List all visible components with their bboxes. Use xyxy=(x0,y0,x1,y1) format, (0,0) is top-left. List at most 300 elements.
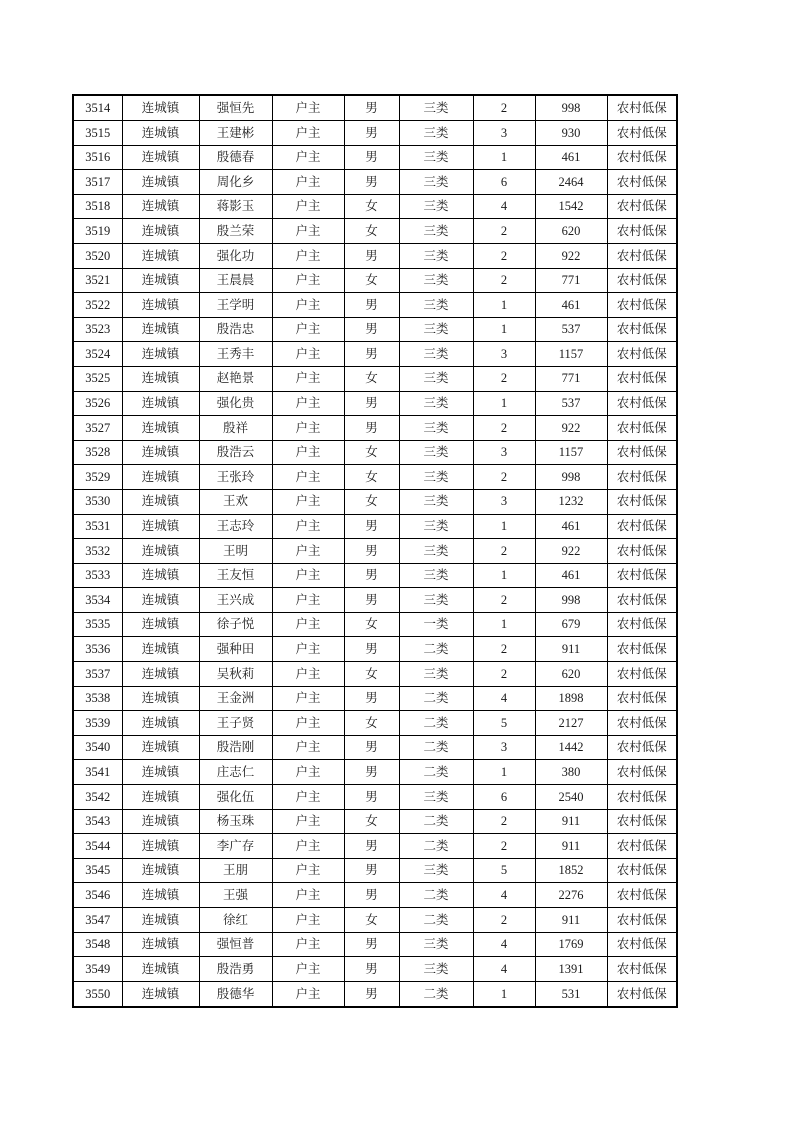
table-cell: 户主 xyxy=(272,662,344,687)
table-cell: 男 xyxy=(344,785,399,810)
table-cell: 王兴成 xyxy=(199,588,272,613)
table-cell: 连城镇 xyxy=(122,465,199,490)
table-cell: 王强 xyxy=(199,883,272,908)
table-cell: 男 xyxy=(344,957,399,982)
table-cell: 3548 xyxy=(73,932,122,957)
table-cell: 三类 xyxy=(399,366,473,391)
table-cell: 连城镇 xyxy=(122,588,199,613)
table-cell: 户主 xyxy=(272,243,344,268)
table-cell: 连城镇 xyxy=(122,883,199,908)
table-cell: 男 xyxy=(344,637,399,662)
table-cell: 911 xyxy=(535,834,607,859)
table-cell: 2 xyxy=(473,809,535,834)
table-cell: 户主 xyxy=(272,686,344,711)
table-cell: 连城镇 xyxy=(122,981,199,1007)
table-cell: 农村低保 xyxy=(607,243,677,268)
table-cell: 户主 xyxy=(272,170,344,195)
table-cell: 王张玲 xyxy=(199,465,272,490)
table-row xyxy=(73,194,677,219)
table-cell: 三类 xyxy=(399,489,473,514)
table-cell: 连城镇 xyxy=(122,612,199,637)
table-cell: 殷兰荣 xyxy=(199,219,272,244)
table-cell: 女 xyxy=(344,194,399,219)
table-cell: 户主 xyxy=(272,268,344,293)
table-cell: 三类 xyxy=(399,194,473,219)
table-cell: 王朋 xyxy=(199,858,272,883)
table-cell: 998 xyxy=(535,588,607,613)
table-cell: 男 xyxy=(344,342,399,367)
table-cell: 连城镇 xyxy=(122,514,199,539)
table-cell: 户主 xyxy=(272,809,344,834)
table-row xyxy=(73,416,677,441)
table-row xyxy=(73,563,677,588)
table-cell: 911 xyxy=(535,809,607,834)
table-cell: 1391 xyxy=(535,957,607,982)
table-cell: 农村低保 xyxy=(607,416,677,441)
table-cell: 王欢 xyxy=(199,489,272,514)
table-cell: 农村低保 xyxy=(607,563,677,588)
table-cell: 户主 xyxy=(272,440,344,465)
table-cell: 女 xyxy=(344,711,399,736)
table-cell: 农村低保 xyxy=(607,662,677,687)
table-cell: 537 xyxy=(535,391,607,416)
table-cell: 男 xyxy=(344,760,399,785)
table-cell: 连城镇 xyxy=(122,194,199,219)
table-cell: 连城镇 xyxy=(122,416,199,441)
table-cell: 连城镇 xyxy=(122,317,199,342)
table-cell: 户主 xyxy=(272,711,344,736)
table-cell: 三类 xyxy=(399,317,473,342)
table-row xyxy=(73,170,677,195)
table-cell: 2 xyxy=(473,268,535,293)
table-cell: 2 xyxy=(473,588,535,613)
table-cell: 1 xyxy=(473,563,535,588)
table-cell: 农村低保 xyxy=(607,219,677,244)
table-cell: 男 xyxy=(344,686,399,711)
table-cell: 2276 xyxy=(535,883,607,908)
table-cell: 连城镇 xyxy=(122,834,199,859)
table-cell: 连城镇 xyxy=(122,760,199,785)
table-row xyxy=(73,366,677,391)
table-cell: 3549 xyxy=(73,957,122,982)
table-cell: 户主 xyxy=(272,219,344,244)
table-cell: 强恒先 xyxy=(199,95,272,121)
table-row xyxy=(73,760,677,785)
table-cell: 922 xyxy=(535,416,607,441)
table-cell: 1 xyxy=(473,981,535,1007)
table-cell: 3 xyxy=(473,489,535,514)
table-cell: 3541 xyxy=(73,760,122,785)
table-cell: 二类 xyxy=(399,735,473,760)
table-cell: 2464 xyxy=(535,170,607,195)
table-row xyxy=(73,440,677,465)
table-cell: 农村低保 xyxy=(607,858,677,883)
table-cell: 531 xyxy=(535,981,607,1007)
table-cell: 连城镇 xyxy=(122,293,199,318)
table-cell: 3545 xyxy=(73,858,122,883)
table-cell: 930 xyxy=(535,121,607,146)
table-cell: 2 xyxy=(473,834,535,859)
table-cell: 二类 xyxy=(399,637,473,662)
table-cell: 强恒普 xyxy=(199,932,272,957)
table-cell: 王子贤 xyxy=(199,711,272,736)
table-cell: 农村低保 xyxy=(607,932,677,957)
table-cell: 三类 xyxy=(399,391,473,416)
table-cell: 王金洲 xyxy=(199,686,272,711)
table-row xyxy=(73,489,677,514)
table-cell: 连城镇 xyxy=(122,686,199,711)
table-cell: 女 xyxy=(344,489,399,514)
table-cell: 农村低保 xyxy=(607,268,677,293)
table-cell: 2 xyxy=(473,366,535,391)
table-cell: 三类 xyxy=(399,785,473,810)
table-cell: 3546 xyxy=(73,883,122,908)
table-cell: 农村低保 xyxy=(607,957,677,982)
table-row xyxy=(73,908,677,933)
table-row xyxy=(73,539,677,564)
table-cell: 6 xyxy=(473,785,535,810)
table-cell: 农村低保 xyxy=(607,366,677,391)
table-cell: 农村低保 xyxy=(607,834,677,859)
table-cell: 1 xyxy=(473,317,535,342)
table-row xyxy=(73,662,677,687)
table-cell: 连城镇 xyxy=(122,957,199,982)
table-cell: 女 xyxy=(344,268,399,293)
table-cell: 户主 xyxy=(272,760,344,785)
table-cell: 3547 xyxy=(73,908,122,933)
table-cell: 3536 xyxy=(73,637,122,662)
table-cell: 连城镇 xyxy=(122,342,199,367)
table-cell: 连城镇 xyxy=(122,711,199,736)
table-row xyxy=(73,342,677,367)
table-cell: 3517 xyxy=(73,170,122,195)
table-cell: 连城镇 xyxy=(122,243,199,268)
table-row xyxy=(73,219,677,244)
table-cell: 一类 xyxy=(399,612,473,637)
table-row xyxy=(73,293,677,318)
table-cell: 男 xyxy=(344,391,399,416)
table-cell: 户主 xyxy=(272,95,344,121)
table-row xyxy=(73,243,677,268)
table-cell: 农村低保 xyxy=(607,489,677,514)
table-cell: 三类 xyxy=(399,563,473,588)
table-cell: 3529 xyxy=(73,465,122,490)
table-cell: 农村低保 xyxy=(607,588,677,613)
table-row xyxy=(73,465,677,490)
table-cell: 男 xyxy=(344,858,399,883)
table-cell: 3539 xyxy=(73,711,122,736)
table-cell: 连城镇 xyxy=(122,662,199,687)
table-cell: 3537 xyxy=(73,662,122,687)
table-cell: 女 xyxy=(344,440,399,465)
table-cell: 911 xyxy=(535,908,607,933)
table-cell: 3 xyxy=(473,440,535,465)
table-cell: 3528 xyxy=(73,440,122,465)
table-cell: 三类 xyxy=(399,243,473,268)
table-cell: 3550 xyxy=(73,981,122,1007)
table-cell: 1542 xyxy=(535,194,607,219)
table-cell: 998 xyxy=(535,95,607,121)
table-row xyxy=(73,95,677,121)
table-cell: 1157 xyxy=(535,342,607,367)
table-cell: 三类 xyxy=(399,588,473,613)
table-cell: 2 xyxy=(473,219,535,244)
table-cell: 农村低保 xyxy=(607,785,677,810)
table-row xyxy=(73,391,677,416)
table-cell: 殷德春 xyxy=(199,145,272,170)
table-cell: 户主 xyxy=(272,489,344,514)
table-cell: 679 xyxy=(535,612,607,637)
table-cell: 1 xyxy=(473,612,535,637)
table-cell: 户主 xyxy=(272,637,344,662)
table-cell: 连城镇 xyxy=(122,440,199,465)
table-cell: 1 xyxy=(473,293,535,318)
table-row xyxy=(73,785,677,810)
table-cell: 3526 xyxy=(73,391,122,416)
table-cell: 3515 xyxy=(73,121,122,146)
table-cell: 三类 xyxy=(399,342,473,367)
table-cell: 771 xyxy=(535,268,607,293)
table-cell: 男 xyxy=(344,932,399,957)
table-cell: 殷德华 xyxy=(199,981,272,1007)
table-cell: 户主 xyxy=(272,145,344,170)
table-cell: 男 xyxy=(344,317,399,342)
table-cell: 4 xyxy=(473,957,535,982)
table-cell: 农村低保 xyxy=(607,514,677,539)
table-cell: 户主 xyxy=(272,908,344,933)
table-cell: 户主 xyxy=(272,612,344,637)
table-cell: 4 xyxy=(473,194,535,219)
table-row xyxy=(73,711,677,736)
table-cell: 农村低保 xyxy=(607,760,677,785)
table-cell: 农村低保 xyxy=(607,883,677,908)
table-cell: 三类 xyxy=(399,145,473,170)
table-cell: 5 xyxy=(473,858,535,883)
table-cell: 殷浩忠 xyxy=(199,317,272,342)
table-cell: 农村低保 xyxy=(607,981,677,1007)
table-cell: 3520 xyxy=(73,243,122,268)
table-cell: 农村低保 xyxy=(607,170,677,195)
table-cell: 3524 xyxy=(73,342,122,367)
table-cell: 王志玲 xyxy=(199,514,272,539)
table-cell: 吴秋莉 xyxy=(199,662,272,687)
table-cell: 农村低保 xyxy=(607,908,677,933)
table-cell: 3527 xyxy=(73,416,122,441)
table-row xyxy=(73,809,677,834)
table-cell: 农村低保 xyxy=(607,342,677,367)
table-cell: 殷浩刚 xyxy=(199,735,272,760)
table-cell: 王明 xyxy=(199,539,272,564)
table-row xyxy=(73,858,677,883)
table-cell: 连城镇 xyxy=(122,932,199,957)
table-cell: 连城镇 xyxy=(122,391,199,416)
table-row xyxy=(73,981,677,1007)
table-cell: 连城镇 xyxy=(122,637,199,662)
table-cell: 女 xyxy=(344,662,399,687)
table-cell: 男 xyxy=(344,170,399,195)
table-cell: 1442 xyxy=(535,735,607,760)
table-cell: 三类 xyxy=(399,539,473,564)
table-cell: 男 xyxy=(344,539,399,564)
table-cell: 4 xyxy=(473,883,535,908)
table-cell: 连城镇 xyxy=(122,366,199,391)
table-cell: 1232 xyxy=(535,489,607,514)
table-cell: 2540 xyxy=(535,785,607,810)
table-cell: 2 xyxy=(473,465,535,490)
table-cell: 3516 xyxy=(73,145,122,170)
table-cell: 2 xyxy=(473,243,535,268)
table-cell: 连城镇 xyxy=(122,735,199,760)
table-cell: 农村低保 xyxy=(607,317,677,342)
table-cell: 户主 xyxy=(272,858,344,883)
table-cell: 户主 xyxy=(272,883,344,908)
table-cell: 二类 xyxy=(399,908,473,933)
table-cell: 1852 xyxy=(535,858,607,883)
table-cell: 连城镇 xyxy=(122,489,199,514)
table-cell: 3519 xyxy=(73,219,122,244)
table-cell: 连城镇 xyxy=(122,121,199,146)
table-cell: 女 xyxy=(344,612,399,637)
table-cell: 户主 xyxy=(272,391,344,416)
table-cell: 3518 xyxy=(73,194,122,219)
table-cell: 三类 xyxy=(399,440,473,465)
table-cell: 771 xyxy=(535,366,607,391)
table-cell: 农村低保 xyxy=(607,686,677,711)
table-cell: 户主 xyxy=(272,932,344,957)
table-cell: 女 xyxy=(344,908,399,933)
table-cell: 连城镇 xyxy=(122,170,199,195)
table-cell: 户主 xyxy=(272,981,344,1007)
table-cell: 3 xyxy=(473,342,535,367)
table-cell: 户主 xyxy=(272,539,344,564)
table-cell: 二类 xyxy=(399,711,473,736)
table-cell: 1898 xyxy=(535,686,607,711)
table-cell: 二类 xyxy=(399,686,473,711)
table-cell: 周化乡 xyxy=(199,170,272,195)
table-cell: 王晨晨 xyxy=(199,268,272,293)
table-cell: 3522 xyxy=(73,293,122,318)
table-cell: 户主 xyxy=(272,563,344,588)
table-cell: 蒋影玉 xyxy=(199,194,272,219)
table-cell: 3534 xyxy=(73,588,122,613)
table-cell: 1 xyxy=(473,145,535,170)
table-cell: 王建彬 xyxy=(199,121,272,146)
table-cell: 连城镇 xyxy=(122,785,199,810)
table-cell: 三类 xyxy=(399,416,473,441)
table-cell: 2 xyxy=(473,539,535,564)
table-cell: 户主 xyxy=(272,366,344,391)
table-cell: 三类 xyxy=(399,465,473,490)
table-cell: 杨玉珠 xyxy=(199,809,272,834)
table-cell: 户主 xyxy=(272,465,344,490)
table-cell: 户主 xyxy=(272,834,344,859)
table-cell: 户主 xyxy=(272,785,344,810)
table-cell: 911 xyxy=(535,637,607,662)
table-cell: 3538 xyxy=(73,686,122,711)
table-cell: 男 xyxy=(344,145,399,170)
table-cell: 农村低保 xyxy=(607,145,677,170)
table-cell: 户主 xyxy=(272,194,344,219)
table-cell: 三类 xyxy=(399,662,473,687)
table-cell: 农村低保 xyxy=(607,95,677,121)
table-row xyxy=(73,145,677,170)
table-row xyxy=(73,317,677,342)
table-cell: 二类 xyxy=(399,834,473,859)
table-cell: 620 xyxy=(535,219,607,244)
table-cell: 户主 xyxy=(272,416,344,441)
table-cell: 男 xyxy=(344,981,399,1007)
table-row xyxy=(73,612,677,637)
table-row xyxy=(73,932,677,957)
table-cell: 男 xyxy=(344,735,399,760)
table-cell: 1157 xyxy=(535,440,607,465)
table-cell: 连城镇 xyxy=(122,95,199,121)
table-cell: 连城镇 xyxy=(122,268,199,293)
table-cell: 女 xyxy=(344,809,399,834)
table-cell: 农村低保 xyxy=(607,194,677,219)
table-cell: 3535 xyxy=(73,612,122,637)
table-cell: 户主 xyxy=(272,514,344,539)
table-cell: 王秀丰 xyxy=(199,342,272,367)
table-cell: 农村低保 xyxy=(607,440,677,465)
table-cell: 连城镇 xyxy=(122,219,199,244)
table-cell: 4 xyxy=(473,686,535,711)
table-cell: 户主 xyxy=(272,735,344,760)
table-cell: 连城镇 xyxy=(122,563,199,588)
table-cell: 二类 xyxy=(399,760,473,785)
table-cell: 农村低保 xyxy=(607,121,677,146)
table-cell: 强化伍 xyxy=(199,785,272,810)
table-cell: 男 xyxy=(344,416,399,441)
table-cell: 461 xyxy=(535,293,607,318)
table-cell: 户主 xyxy=(272,957,344,982)
table-cell: 2 xyxy=(473,908,535,933)
table-cell: 女 xyxy=(344,366,399,391)
table-cell: 2 xyxy=(473,637,535,662)
table-cell: 农村低保 xyxy=(607,637,677,662)
table-cell: 连城镇 xyxy=(122,145,199,170)
table-cell: 922 xyxy=(535,243,607,268)
table-cell: 王友恒 xyxy=(199,563,272,588)
table-cell: 1769 xyxy=(535,932,607,957)
table-row xyxy=(73,268,677,293)
table-cell: 强种田 xyxy=(199,637,272,662)
table-cell: 农村低保 xyxy=(607,465,677,490)
table-cell: 户主 xyxy=(272,588,344,613)
table-cell: 连城镇 xyxy=(122,809,199,834)
table-cell: 三类 xyxy=(399,514,473,539)
table-cell: 2 xyxy=(473,662,535,687)
table-cell: 农村低保 xyxy=(607,612,677,637)
table-row xyxy=(73,121,677,146)
table-cell: 男 xyxy=(344,834,399,859)
table-cell: 徐子悦 xyxy=(199,612,272,637)
table-cell: 男 xyxy=(344,514,399,539)
table-cell: 3533 xyxy=(73,563,122,588)
table-cell: 殷浩云 xyxy=(199,440,272,465)
table-cell: 1 xyxy=(473,514,535,539)
table-cell: 3544 xyxy=(73,834,122,859)
table-cell: 3521 xyxy=(73,268,122,293)
table-cell: 男 xyxy=(344,243,399,268)
table-cell: 农村低保 xyxy=(607,711,677,736)
table-cell: 3523 xyxy=(73,317,122,342)
table-cell: 李广存 xyxy=(199,834,272,859)
table-cell: 男 xyxy=(344,121,399,146)
table-cell: 男 xyxy=(344,588,399,613)
table-row xyxy=(73,686,677,711)
table-cell: 户主 xyxy=(272,317,344,342)
